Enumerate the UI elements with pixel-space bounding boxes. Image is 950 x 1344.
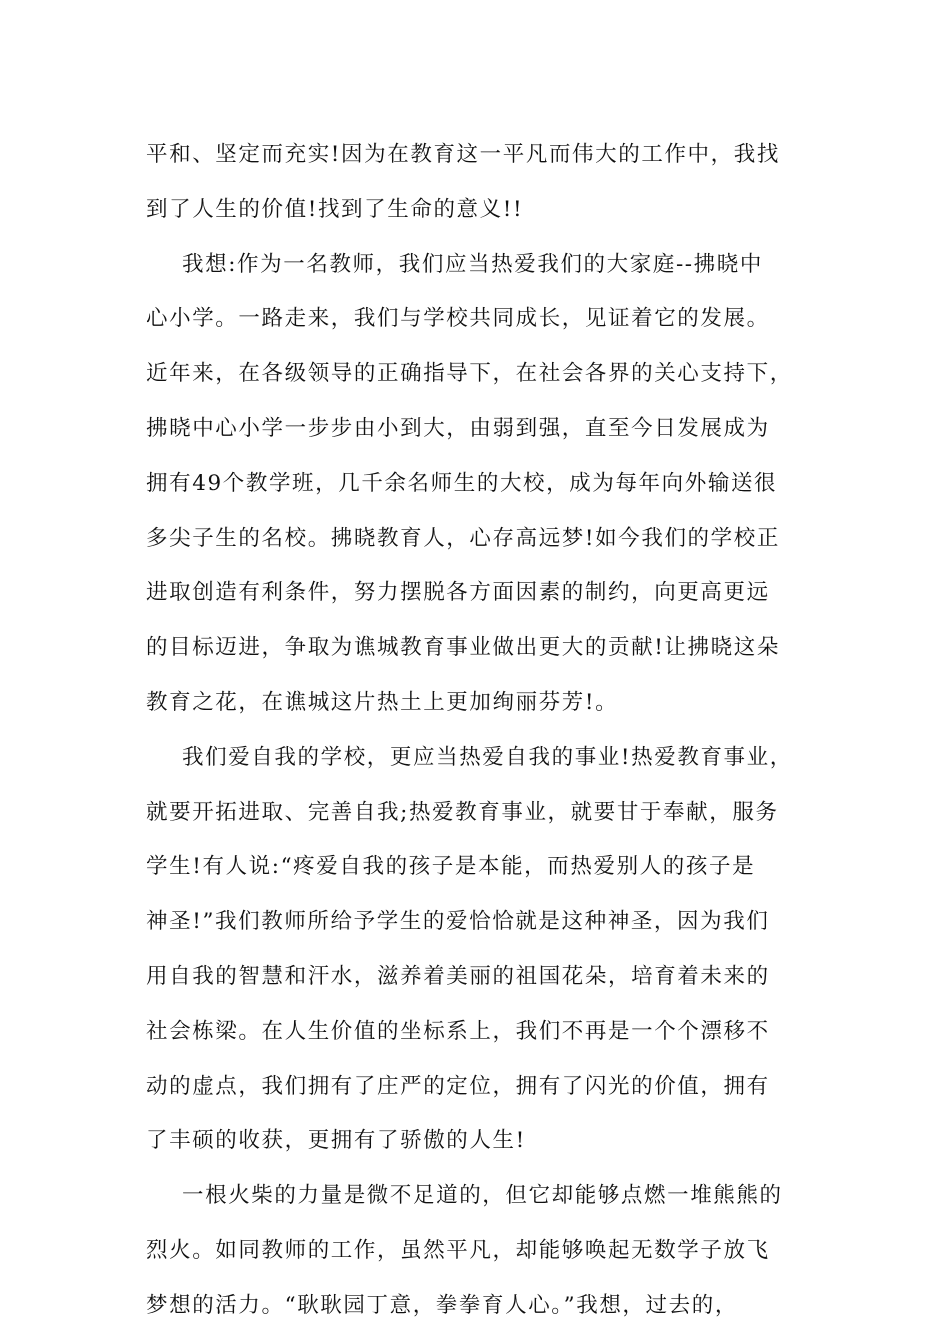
text-line: 进取创造有利条件，努力摆脱各方面因素的制约，向更高更远: [146, 580, 770, 606]
text-line: 就要开拓进取、完善自我;热爱教育事业，就要甘于奉献，服务: [146, 799, 779, 825]
text-line: 我想:作为一名教师，我们应当热爱我们的大家庭--拂晓中: [182, 251, 763, 277]
paragraph: [146, 238, 806, 731]
text-line: 烈火。如同教师的工作，虽然平凡，却能够唤起无数学子放飞: [146, 1237, 770, 1263]
paragraph: [146, 731, 806, 1169]
text-line: 的目标迈进，争取为谯城教育事业做出更大的贡献!让拂晓这朵: [146, 635, 780, 661]
text-line: 心小学。一路走来，我们与学校共同成长，见证着它的发展。: [146, 306, 770, 332]
text-line: 用自我的智慧和汗水，滋养着美丽的祖国花朵，培育着未来的: [146, 963, 770, 989]
text-line: 神圣!”我们教师所给予学生的爱恰恰就是这种神圣，因为我们: [146, 909, 770, 935]
text-line: 社会栋梁。在人生价值的坐标系上，我们不再是一个个漂移不: [146, 1018, 770, 1044]
text-line: 教育之花，在谯城这片热土上更加绚丽芬芳!。: [146, 689, 619, 715]
text-line: 平和、坚定而充实!因为在教育这一平凡而伟大的工作中，我找: [146, 142, 780, 167]
text-line: 拂晓中心小学一步步由小到大，由弱到强，直至今日发展成为: [146, 415, 770, 441]
paragraph: [146, 128, 806, 238]
paragraph: [146, 1169, 806, 1333]
text-line: 拥有49个教学班，几千余名师生的大校，成为每年向外输送很: [146, 470, 778, 496]
text-line: 学生!有人说:“疼爱自我的孩子是本能，而热爱别人的孩子是: [146, 854, 756, 880]
text-line: 梦想的活力。“耿耿园丁意，拳拳育人心。”我想，过去的，: [146, 1292, 738, 1318]
text-line: 我们爱自我的学校，更应当热爱自我的事业!热爱教育事业，: [182, 744, 793, 770]
text-line: 一根火柴的力量是微不足道的，但它却能够点燃一堆熊熊的: [182, 1183, 783, 1209]
text-line: 动的虚点，我们拥有了庄严的定位，拥有了闪光的价值，拥有: [146, 1073, 770, 1099]
document-body: [146, 128, 806, 1334]
text-line: 了丰硕的收获，更拥有了骄傲的人生!: [146, 1128, 526, 1154]
text-line: 近年来，在各级领导的正确指导下，在社会各界的关心支持下，: [146, 361, 793, 387]
text-line: 到了人生的价值!找到了生命的意义!!: [146, 196, 524, 222]
text-line: 多尖子生的名校。拂晓教育人，心存高远梦!如今我们的学校正: [146, 525, 780, 551]
